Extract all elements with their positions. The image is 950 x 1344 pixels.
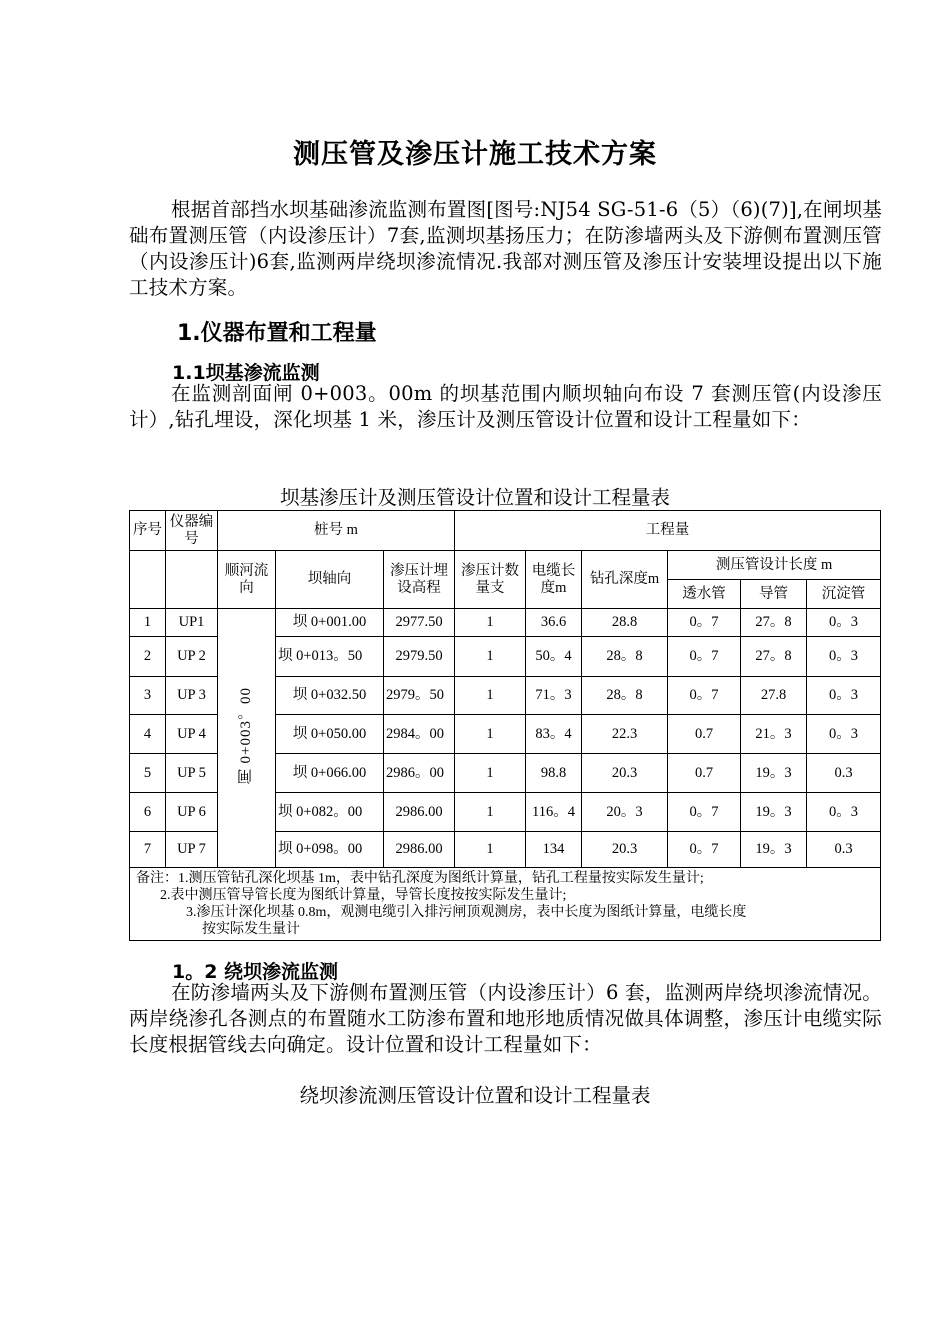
- note-line-4: 按实际发生量计: [202, 922, 300, 937]
- cell-guide: 27。8: [741, 609, 807, 637]
- cell-axis: 坝 0+050.00: [276, 715, 384, 754]
- cell-count: 1: [455, 637, 526, 677]
- cell-axis: 坝 0+098。00: [276, 832, 384, 868]
- cell-cable: 50。4: [526, 637, 582, 677]
- header-id-blank: [166, 551, 218, 609]
- cell-elevation: 2979。50: [384, 677, 455, 715]
- cell-guide: 19。3: [741, 754, 807, 793]
- cell-count: 1: [455, 609, 526, 637]
- cell-id: UP 2: [166, 637, 218, 677]
- cell-perm: 0。7: [668, 637, 741, 677]
- subsection-heading-1-2: 1。2 绕坝渗流监测: [172, 961, 339, 983]
- cell-perm: 0。7: [668, 609, 741, 637]
- cell-settle: 0。3: [807, 715, 881, 754]
- cell-elevation: 2986。00: [384, 754, 455, 793]
- cell-seq: 4: [130, 715, 166, 754]
- cell-count: 1: [455, 754, 526, 793]
- subsection-1-2-paragraph: 在防渗墙两头及下游侧布置测压管（内设渗压计）6 套，监测两岸绕坝渗流情况。两岸绕渗孔各测点的布置随水工防渗布置和地形地质情况做具体调整，渗压计电缆实际长度根据管线去向确定。设计位置和设计工程量如下：: [129, 981, 882, 1056]
- header-settling-pipe: 沉淀管: [807, 580, 881, 609]
- cell-id: UP 7: [166, 832, 218, 868]
- header-cable-length: 电缆长度m: [526, 551, 582, 609]
- header-guide-pipe: 导管: [741, 580, 807, 609]
- header-instrument-id: 仪器编号: [166, 511, 218, 551]
- cell-drill: 28.8: [582, 609, 668, 637]
- cell-drill: 22.3: [582, 715, 668, 754]
- cell-count: 1: [455, 677, 526, 715]
- cell-axis: 坝 0+013。50: [276, 637, 384, 677]
- table-row: [130, 609, 881, 637]
- cell-elevation: 2986.00: [384, 793, 455, 832]
- cell-guide: 21。3: [741, 715, 807, 754]
- table-notes: [130, 868, 881, 941]
- cell-elevation: 2979.50: [384, 637, 455, 677]
- cell-elevation: 2984。00: [384, 715, 455, 754]
- cell-settle: 0。3: [807, 637, 881, 677]
- note-line-2: 2.表中测压管导管长度为图纸计算量，导管长度按按实际发生量计;: [160, 888, 567, 903]
- cell-settle: 0。3: [807, 793, 881, 832]
- cell-cable: 71。3: [526, 677, 582, 715]
- cell-id: UP1: [166, 609, 218, 637]
- table-header-row-1: [130, 511, 881, 551]
- cell-drill: 20。3: [582, 793, 668, 832]
- table-caption-1: 坝基渗压计及测压管设计位置和设计工程量表: [279, 486, 670, 509]
- cell-elevation: 2977.50: [384, 609, 455, 637]
- header-elevation: 渗压计埋设高程: [384, 551, 455, 609]
- cell-settle: 0.3: [807, 754, 881, 793]
- header-dam-axis: 坝轴向: [276, 551, 384, 609]
- cell-id: UP 5: [166, 754, 218, 793]
- header-river-direction: 顺河流向: [218, 551, 276, 609]
- cell-settle: 0。3: [807, 677, 881, 715]
- subsection-heading-1-1: 1.1坝基渗流监测: [172, 362, 320, 384]
- cell-cable: 83。4: [526, 715, 582, 754]
- cell-axis: 坝 0+001.00: [276, 609, 384, 637]
- cell-axis: 坝 0+032.50: [276, 677, 384, 715]
- header-seq-blank: [130, 551, 166, 609]
- cell-id: UP 4: [166, 715, 218, 754]
- cell-cable: 36.6: [526, 609, 582, 637]
- cell-drill: 28。8: [582, 637, 668, 677]
- header-permeable-pipe: 透水管: [668, 580, 741, 609]
- cell-elevation: 2986.00: [384, 832, 455, 868]
- cell-guide: 27.8: [741, 677, 807, 715]
- piezometer-table: [129, 510, 881, 941]
- cell-guide: 27。8: [741, 637, 807, 677]
- river-direction-value: 闸 0+003。00: [238, 686, 254, 785]
- cell-count: 1: [455, 715, 526, 754]
- header-pipe-length: 测压管设计长度 m: [668, 551, 881, 580]
- table-notes-row: [130, 868, 881, 941]
- cell-settle: 0.3: [807, 832, 881, 868]
- intro-paragraph: 根据首部挡水坝基础渗流监测布置图[图号:NJ54 SG-51-6（5）（6)(7)],在闸坝基础布置测压管（内设渗压计）7套,监测坝基扬压力；在防渗墙两头及下游侧布置测压管（内设渗压计)6套,监测两岸绕坝渗流情况.我部对测压管及渗压计安装埋设提出以下施工技术方案。: [129, 198, 882, 299]
- table-header-row-2: [130, 551, 881, 580]
- cell-cable: 98.8: [526, 754, 582, 793]
- cell-seq: 5: [130, 754, 166, 793]
- cell-settle: 0。3: [807, 609, 881, 637]
- cell-seq: 3: [130, 677, 166, 715]
- subsection-1-1-paragraph: 在监测剖面闸 0+003。00m 的坝基范围内顺坝轴向布设 7 套测压管(内设渗压计）,钻孔埋设，深化坝基 1 米，渗压计及测压管设计位置和设计工程量如下：: [129, 382, 882, 431]
- cell-cable: 134: [526, 832, 582, 868]
- note-line-3: 3.渗压计深化坝基 0.8m，观测电缆引入排污闸顶观测房，表中长度为图纸计算量，电缆长度: [186, 905, 747, 920]
- cell-id: UP 3: [166, 677, 218, 715]
- cell-seq: 6: [130, 793, 166, 832]
- cell-perm: 0。7: [668, 832, 741, 868]
- cell-drill: 20.3: [582, 754, 668, 793]
- cell-perm: 0。7: [668, 793, 741, 832]
- cell-axis: 坝 0+082。00: [276, 793, 384, 832]
- cell-perm: 0.7: [668, 715, 741, 754]
- section-heading-1: 1.仪器布置和工程量: [177, 321, 377, 346]
- cell-perm: 0.7: [668, 754, 741, 793]
- cell-count: 1: [455, 832, 526, 868]
- cell-cable: 116。4: [526, 793, 582, 832]
- header-seq: 序号: [130, 511, 166, 551]
- cell-seq: 2: [130, 637, 166, 677]
- cell-drill: 20.3: [582, 832, 668, 868]
- header-drill-depth: 钻孔深度m: [582, 551, 668, 609]
- table-caption-2: 绕坝渗流测压管设计位置和设计工程量表: [299, 1084, 651, 1107]
- cell-seq: 7: [130, 832, 166, 868]
- cell-count: 1: [455, 793, 526, 832]
- cell-guide: 19。3: [741, 832, 807, 868]
- header-station: 桩号 m: [218, 511, 455, 551]
- cell-seq: 1: [130, 609, 166, 637]
- header-count: 渗压计数量支: [455, 551, 526, 609]
- document-title: 测压管及渗压计施工技术方案: [293, 139, 657, 170]
- cell-drill: 28。8: [582, 677, 668, 715]
- cell-axis: 坝 0+066.00: [276, 754, 384, 793]
- cell-perm: 0。7: [668, 677, 741, 715]
- note-line-1: 备注：1.测压管钻孔深化坝基 1m，表中钻孔深度为图纸计算量，钻孔工程量按实际发生量计;: [136, 871, 704, 886]
- cell-guide: 19。3: [741, 793, 807, 832]
- cell-river-direction: [218, 609, 276, 868]
- header-quantity: 工程量: [455, 511, 881, 551]
- cell-id: UP 6: [166, 793, 218, 832]
